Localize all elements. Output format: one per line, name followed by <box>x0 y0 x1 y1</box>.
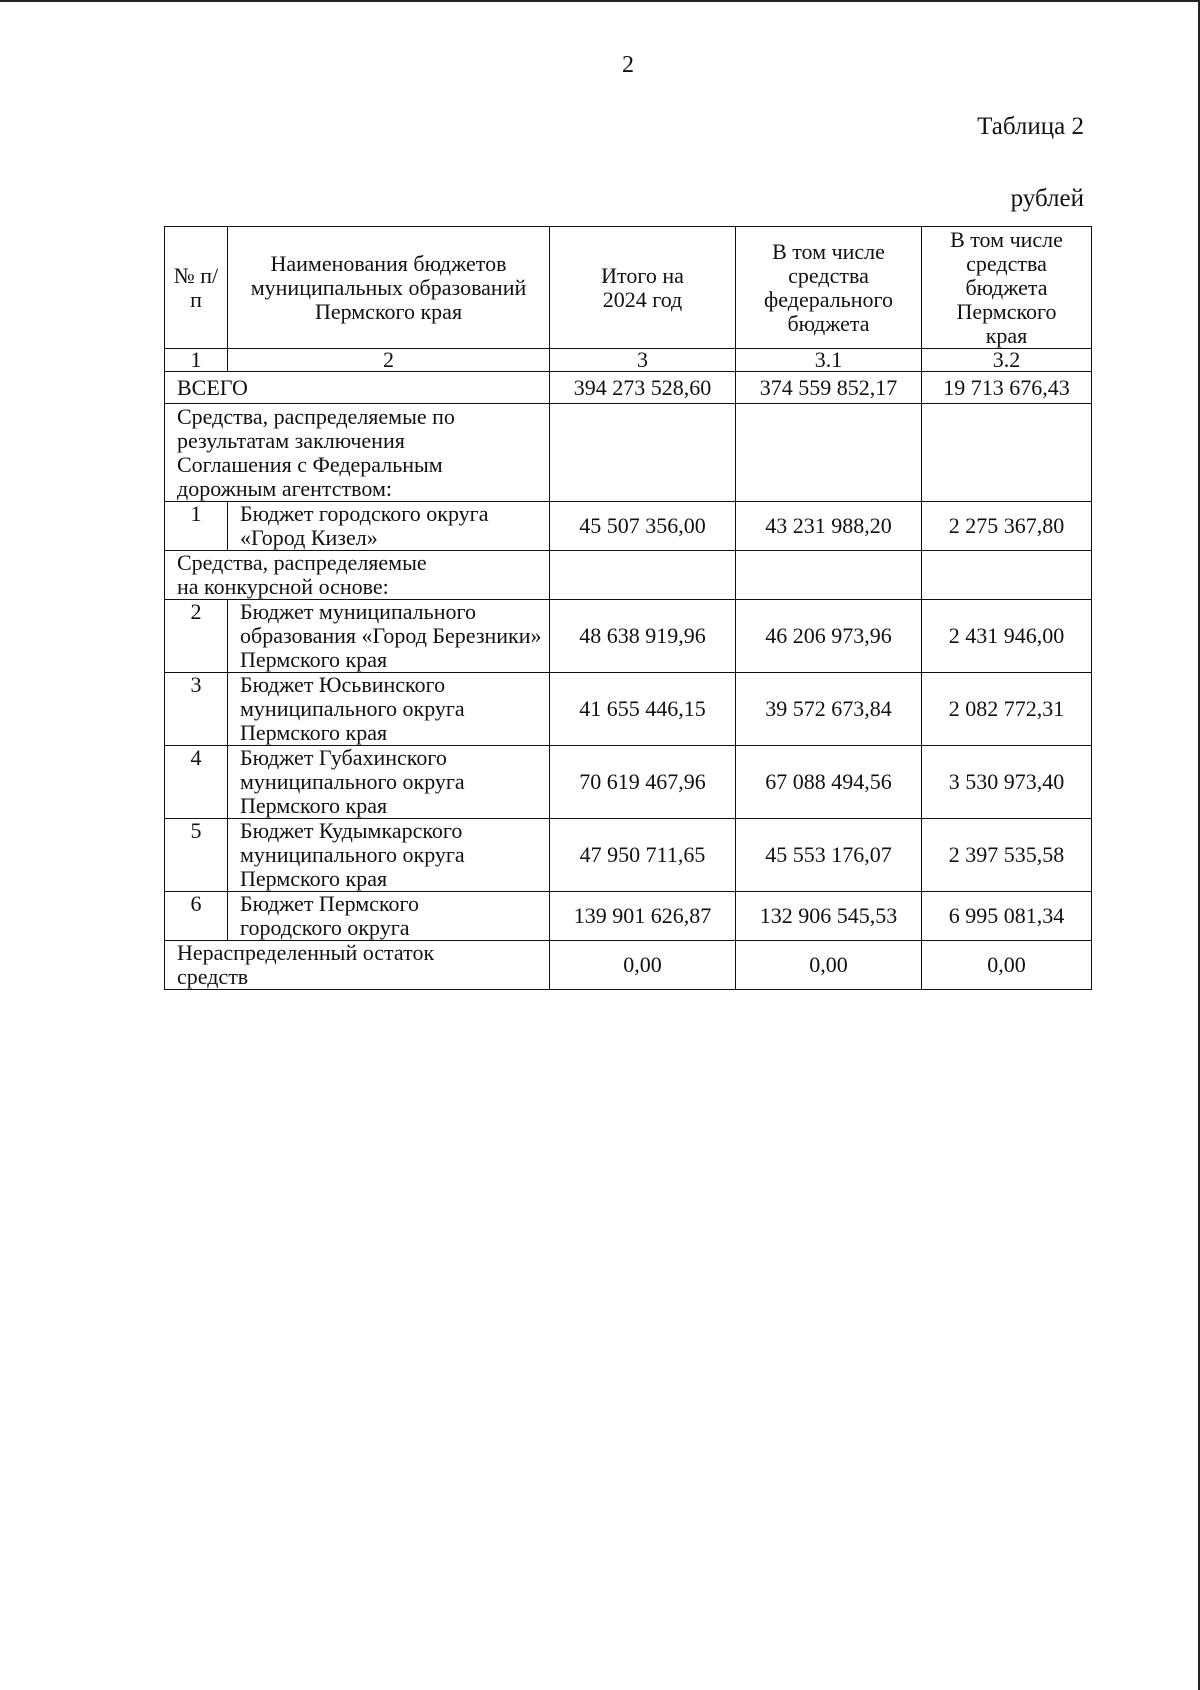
row-number: 5 <box>165 819 228 892</box>
empty-cell <box>736 551 922 600</box>
remainder-row <box>165 941 1092 990</box>
table-row <box>165 502 1092 551</box>
table-row <box>165 819 1092 892</box>
row-federal: 46 206 973,96 <box>736 600 922 673</box>
row-federal: 45 553 176,07 <box>736 819 922 892</box>
column-index: 1 <box>165 349 228 372</box>
table-caption: Таблица 2 <box>977 113 1084 140</box>
row-regional: 2 397 535,58 <box>922 819 1092 892</box>
units-label: рублей <box>1010 185 1084 212</box>
grand-total-row <box>165 372 1092 404</box>
header-federal: В том числе средства федерального бюджета <box>736 227 922 349</box>
table-row <box>165 892 1092 941</box>
header-num: № п/п <box>165 227 228 349</box>
row-regional: 2 275 367,80 <box>922 502 1092 551</box>
header-total: Итого на 2024 год <box>550 227 736 349</box>
row-regional: 2 431 946,00 <box>922 600 1092 673</box>
row-regional: 2 082 772,31 <box>922 673 1092 746</box>
section-row <box>165 404 1092 502</box>
section-row <box>165 551 1092 600</box>
column-index: 3.1 <box>736 349 922 372</box>
column-index: 2 <box>228 349 550 372</box>
section-label: Средства, распределяемые на конкурсной основе: <box>165 551 550 600</box>
header-name: Наименования бюджетов муниципальных образований Пермского края <box>228 227 550 349</box>
empty-cell <box>922 551 1092 600</box>
row-federal: 39 572 673,84 <box>736 673 922 746</box>
row-regional: 3 530 973,40 <box>922 746 1092 819</box>
row-federal: 132 906 545,53 <box>736 892 922 941</box>
scan-edge <box>0 0 1200 2</box>
grand-total-federal: 374 559 852,17 <box>736 372 922 404</box>
budget-table <box>164 226 1092 990</box>
column-index: 3 <box>550 349 736 372</box>
remainder-total: 0,00 <box>550 941 736 990</box>
row-name: Бюджет Юсьвинского муниципального округа Пермского края <box>228 673 550 746</box>
empty-cell <box>736 404 922 502</box>
empty-cell <box>550 404 736 502</box>
section-label: Средства, распределяемые по результатам заключения Соглашения с Федеральным дорожным агентством: <box>165 404 550 502</box>
header-row <box>165 227 1092 349</box>
grand-total-regional: 19 713 676,43 <box>922 372 1092 404</box>
page-number: 2 <box>622 52 634 78</box>
header-regional: В том числе средства бюджета Пермского края <box>922 227 1092 349</box>
row-number: 3 <box>165 673 228 746</box>
table-row <box>165 673 1092 746</box>
row-name: Бюджет Губахинского муниципального округа Пермского края <box>228 746 550 819</box>
empty-cell <box>922 404 1092 502</box>
remainder-regional: 0,00 <box>922 941 1092 990</box>
row-number: 2 <box>165 600 228 673</box>
row-name: Бюджет Кудымкарского муниципального округа Пермского края <box>228 819 550 892</box>
row-regional: 6 995 081,34 <box>922 892 1092 941</box>
row-federal: 43 231 988,20 <box>736 502 922 551</box>
row-total: 70 619 467,96 <box>550 746 736 819</box>
column-index-row <box>165 349 1092 372</box>
row-total: 47 950 711,65 <box>550 819 736 892</box>
grand-total-label: ВСЕГО <box>165 372 550 404</box>
row-total: 41 655 446,15 <box>550 673 736 746</box>
row-name: Бюджет Пермского городского округа <box>228 892 550 941</box>
table-row <box>165 746 1092 819</box>
remainder-federal: 0,00 <box>736 941 922 990</box>
empty-cell <box>550 551 736 600</box>
row-name: Бюджет городского округа «Город Кизел» <box>228 502 550 551</box>
row-name: Бюджет муниципального образования «Город Березники» Пермского края <box>228 600 550 673</box>
row-federal: 67 088 494,56 <box>736 746 922 819</box>
row-total: 139 901 626,87 <box>550 892 736 941</box>
row-total: 48 638 919,96 <box>550 600 736 673</box>
remainder-label: Нераспределенный остаток средств <box>165 941 550 990</box>
table-row <box>165 600 1092 673</box>
row-number: 4 <box>165 746 228 819</box>
grand-total-total: 394 273 528,60 <box>550 372 736 404</box>
row-number: 6 <box>165 892 228 941</box>
column-index: 3.2 <box>922 349 1092 372</box>
row-total: 45 507 356,00 <box>550 502 736 551</box>
row-number: 1 <box>165 502 228 551</box>
